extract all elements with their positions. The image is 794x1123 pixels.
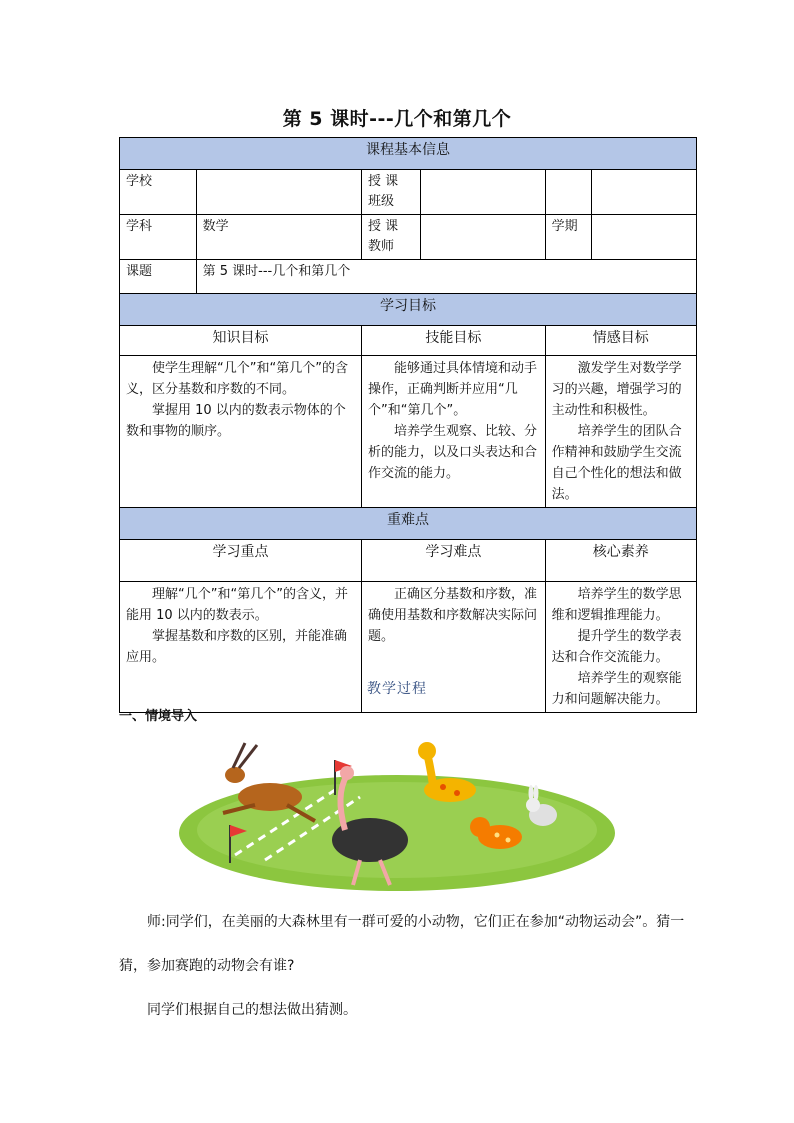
school-value (196, 170, 361, 215)
knowledge-goal-2: 掌握用 10 以内的数表示物体的个数和事物的顺序。 (126, 403, 346, 439)
term-value (592, 215, 697, 260)
band-key-points: 重难点 (120, 508, 697, 540)
literacy-3: 培养学生的观察能力和问题解决能力。 (551, 671, 682, 707)
sub-heading: 一、情境导入 (119, 709, 198, 724)
skill-goals-cell (362, 356, 546, 508)
blank-cell (592, 170, 697, 215)
difficulty-1: 正确区分基数和序数，准确使用基数和序数解决实际问题。 (368, 587, 538, 644)
header-knowledge-goals: 知识目标 (120, 326, 362, 356)
paragraph-students: 同学们根据自己的想法做出猜测。 (147, 1002, 357, 1018)
emotion-goals-cell (545, 356, 696, 508)
school-label: 学校 (120, 170, 197, 215)
subject-label: 学科 (120, 215, 197, 260)
header-skill-goals: 技能目标 (362, 326, 546, 356)
knowledge-goals-cell (120, 356, 362, 508)
emotion-goal-2: 培养学生的团队合作精神和鼓励学生交流自己个性化的想法和做法。 (551, 424, 682, 502)
topic-label: 课题 (120, 260, 197, 294)
skill-goal-2: 培养学生观察、比较、分析的能力，以及口头表达和合作交流的能力。 (368, 424, 538, 481)
header-difficulties: 学习难点 (362, 540, 546, 582)
paragraph-teacher: 师:同学们，在美丽的大森林里有一群可爱的小动物，它们正在参加“动物运动会”。猜一猜，参加赛跑的动物会有谁? (119, 914, 685, 974)
class-value (420, 170, 545, 215)
term-label: 学期 (545, 215, 591, 260)
topic-value: 第 5 课时---几个和第几个 (196, 260, 696, 294)
header-literacy: 核心素养 (545, 540, 696, 582)
page-title: 第 5 课时---几个和第几个 (282, 108, 512, 130)
skill-goal-1: 能够通过具体情境和动手操作，正确判断并应用“几个”和“第几个”。 (368, 361, 538, 418)
header-key-points: 学习重点 (120, 540, 362, 582)
key-point-1: 理解“几个”和“第几个”的含义，并能用 10 以内的数表示。 (126, 587, 348, 623)
course-info-table (119, 137, 697, 713)
literacy-2: 提升学生的数学表达和合作交流能力。 (551, 629, 682, 665)
band-basic-info: 课程基本信息 (120, 138, 697, 170)
knowledge-goal-1: 使学生理解“几个”和“第几个”的含义，区分基数和序数的不同。 (126, 361, 348, 397)
band-learning-goals: 学习目标 (120, 294, 697, 326)
literacy-1: 培养学生的数学思维和逻辑推理能力。 (551, 587, 682, 623)
header-emotion-goals: 情感目标 (545, 326, 696, 356)
class-label: 授 课 班级 (362, 170, 421, 215)
emotion-goal-1: 激发学生对数学学习的兴趣，增强学习的主动性和积极性。 (551, 361, 682, 418)
subject-value: 数学 (196, 215, 361, 260)
animal-race-illustration (175, 735, 620, 895)
teacher-label: 授 课 教师 (362, 215, 421, 260)
section-title: 教学过程 (367, 681, 427, 697)
teacher-value (420, 215, 545, 260)
giraffe-icon (418, 742, 476, 802)
blank-cell (545, 170, 591, 215)
key-point-2: 掌握基数和序数的区别，并能准确应用。 (126, 629, 348, 665)
